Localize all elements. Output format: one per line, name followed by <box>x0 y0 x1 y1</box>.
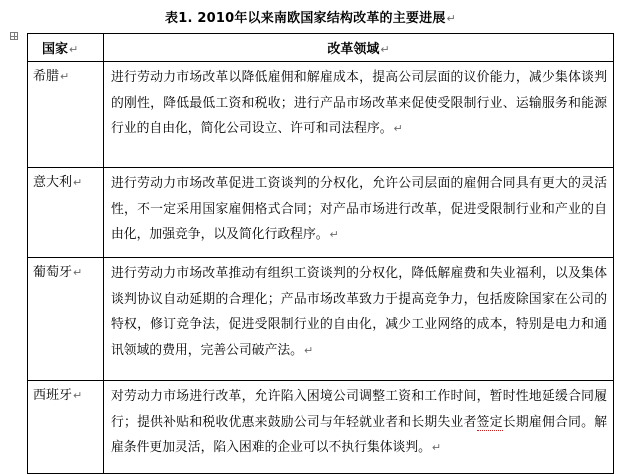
paragraph-mark-icon: ↵ <box>69 43 79 56</box>
paragraph-mark-icon: ↵ <box>380 43 390 56</box>
paragraph-mark-icon: ↵ <box>60 70 70 83</box>
table-caption <box>0 7 621 26</box>
paragraph-mark-icon: ↵ <box>73 389 83 402</box>
spellcheck-underlined-word[interactable]: 签定 <box>476 414 503 430</box>
country-name: 葡萄牙 <box>33 265 73 280</box>
country-name: 意大利 <box>33 175 73 190</box>
reform-text: 进行劳动力市场改革以降低雇佣和解雇成本，提高公司层面的议价能力，减少集体谈判的刚性，降低最低工资和税收；进行产品市场改革来促使受限制行业、运输服务和能源行业的自由化，简化公司设立、许可和司法程序。 <box>111 70 607 136</box>
paragraph-mark-icon: ↵ <box>329 228 339 241</box>
header-row <box>28 34 614 62</box>
reform-cell <box>104 168 614 258</box>
country-cell <box>28 258 104 381</box>
table-move-handle-icon[interactable] <box>10 32 18 40</box>
table-row <box>28 168 614 258</box>
table-row <box>28 62 614 168</box>
country-cell <box>28 381 104 474</box>
header-country-text: 国家 <box>42 42 69 57</box>
paragraph-mark-icon: ↵ <box>446 12 456 25</box>
country-name: 西班牙 <box>33 388 73 403</box>
reform-cell <box>104 62 614 168</box>
header-reform-cell <box>104 34 614 62</box>
reform-cell <box>104 258 614 381</box>
country-cell <box>28 168 104 258</box>
header-reform-text: 改革领域 <box>327 42 380 57</box>
reform-text-part-1: 对劳动力市场进行改革，允许陷入困境公司调整工资和工作时间，暂时性地延缓合同履行；提供补贴和税收优惠来鼓励公司与年轻就业者和长期失业者 <box>111 389 607 430</box>
country-name: 希腊 <box>33 69 60 84</box>
reform-cell <box>104 381 614 474</box>
reform-text-part-2: 长期雇佣合同。解雇条件更加灵活，陷入困难的企业可以不执行集体谈判。 <box>111 414 608 455</box>
table-row <box>28 381 614 474</box>
reform-text: 进行劳动力市场改革推动有组织工资谈判的分权化，降低解雇费和失业福利，以及集体谈判协议自动延期的合理化；产品市场改革致力于提高竞争力，包括废除国家在公司的特权，修订竞争法，促进受限制行业的自由化，减少工业网络的成本，特别是电力和通讯领域的费用，完善公司破产法。 <box>111 266 607 358</box>
caption-text: 表1. 2010年以来南欧国家结构改革的主要进展 <box>165 11 446 26</box>
reform-text: 进行劳动力市场改革促进工资谈判的分权化，允许公司层面的雇佣合同具有更大的灵活性，不一定采用国家雇佣格式合同；对产品市场进行改革，促进受限制行业和产业的自由化，加强竞争，以及简化行政程序。 <box>111 176 607 242</box>
paragraph-mark-icon: ↵ <box>393 122 403 135</box>
paragraph-mark-icon: ↵ <box>431 441 442 454</box>
header-country-cell <box>28 34 104 62</box>
paragraph-mark-icon: ↵ <box>303 343 314 357</box>
reform-table <box>27 33 614 474</box>
table-row <box>28 258 614 381</box>
country-cell <box>28 62 104 168</box>
paragraph-mark-icon: ↵ <box>73 176 83 189</box>
paragraph-mark-icon: ↵ <box>73 266 83 279</box>
